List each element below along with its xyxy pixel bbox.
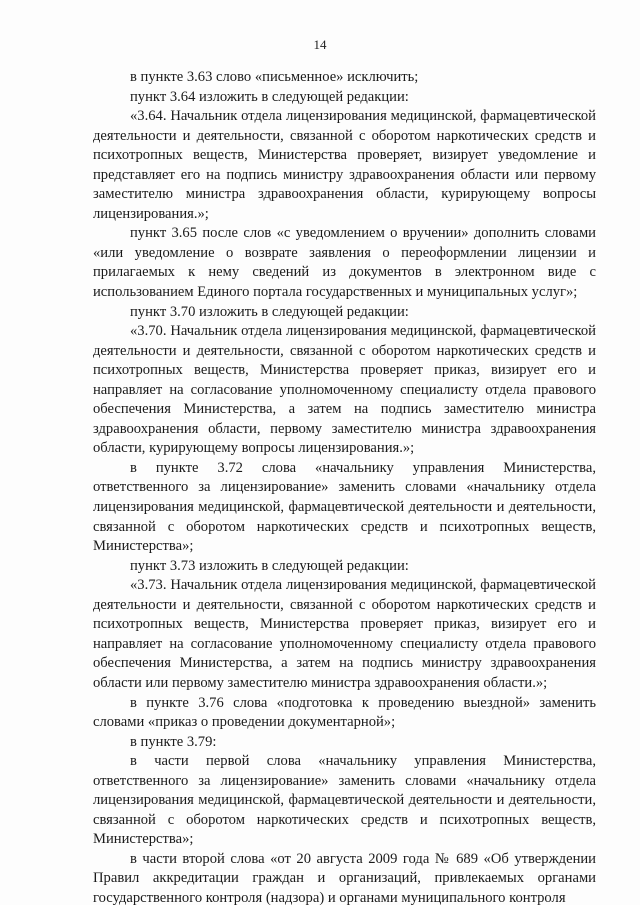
paragraph: в пункте 3.76 слова «подготовка к проведению выездной» заменить словами «приказ о проведении документарной»; xyxy=(93,694,596,731)
paragraph: «3.64. Начальник отдела лицензирования медицинской, фармацевтической деятельности и деятельности, связанной с оборотом наркотических средств и психотропных веществ, Министерства проверяет, визирует уведомление и представляет его на подпись министру здравоохранения области или первому заместителю министра здравоохранения области, курирующему вопросы лицензирования.»; xyxy=(93,108,596,222)
paragraph: в пункте 3.79: xyxy=(130,733,217,750)
paragraph: «3.70. Начальник отдела лицензирования медицинской, фармацевтической деятельности и деятельности, связанной с оборотом наркотических средств и психотропных веществ, Министерства проверяет приказ, визирует его и направляет на согласование уполномоченному специалисту отдела правового обеспечения Министерства, а затем на подпись заместителю министра здравоохранения области, первому заместителю министра здравоохранения области, курирующему вопросы лицензирования.»; xyxy=(93,323,596,457)
paragraph: пункт 3.73 изложить в следующей редакции: xyxy=(130,557,409,574)
paragraph: пункт 3.65 после слов «с уведомлением о вручении» дополнить словами «или уведомление о возврате заявления о переоформлении лицензии и прилагаемых к нему сведений из документов в электронном виде с использованием Единого портала государственных и муниципальных услуг»; xyxy=(93,225,596,301)
paragraph: «3.73. Начальник отдела лицензирования медицинской, фармацевтической деятельности и деятельности, связанной с оборотом наркотических средств и психотропных веществ, Министерства проверяет приказ, визирует его и направляет на согласование уполномоченному специалисту отдела правового обеспечения Министерства, а затем на подпись министру здравоохранения области или первому заместителю министра здравоохранения области.»; xyxy=(93,577,596,691)
document-body xyxy=(93,68,596,909)
paragraph: в части второй слова «от 20 августа 2009 года № 689 «Об утверждении Правил аккредитации граждан и организаций, привлекаемых органами государственного контроля (надзора) и органами муниципального контроля xyxy=(93,850,596,906)
page-number: 14 xyxy=(313,37,327,52)
paragraph: в части первой слова «начальнику управления Министерства, ответственного за лицензирование» заменить словами «начальнику отдела лицензирования медицинской, фармацевтической деятельности и деятельности, связанной с оборотом наркотических средств и психотропных веществ, Министерства»; xyxy=(93,753,596,848)
paragraph: пункт 3.70 изложить в следующей редакции: xyxy=(130,303,409,320)
paragraph: пункт 3.64 изложить в следующей редакции: xyxy=(130,88,409,105)
paragraph: в пункте 3.72 слова «начальнику управления Министерства, ответственного за лицензирование» заменить словами «начальнику отдела лицензирования медицинской, фармацевтической деятельности и деятельности, связанной с оборотом наркотических средств и психотропных веществ, Министерства»; xyxy=(93,459,596,555)
paragraph: в пункте 3.63 слово «письменное» исключить; xyxy=(130,69,419,85)
